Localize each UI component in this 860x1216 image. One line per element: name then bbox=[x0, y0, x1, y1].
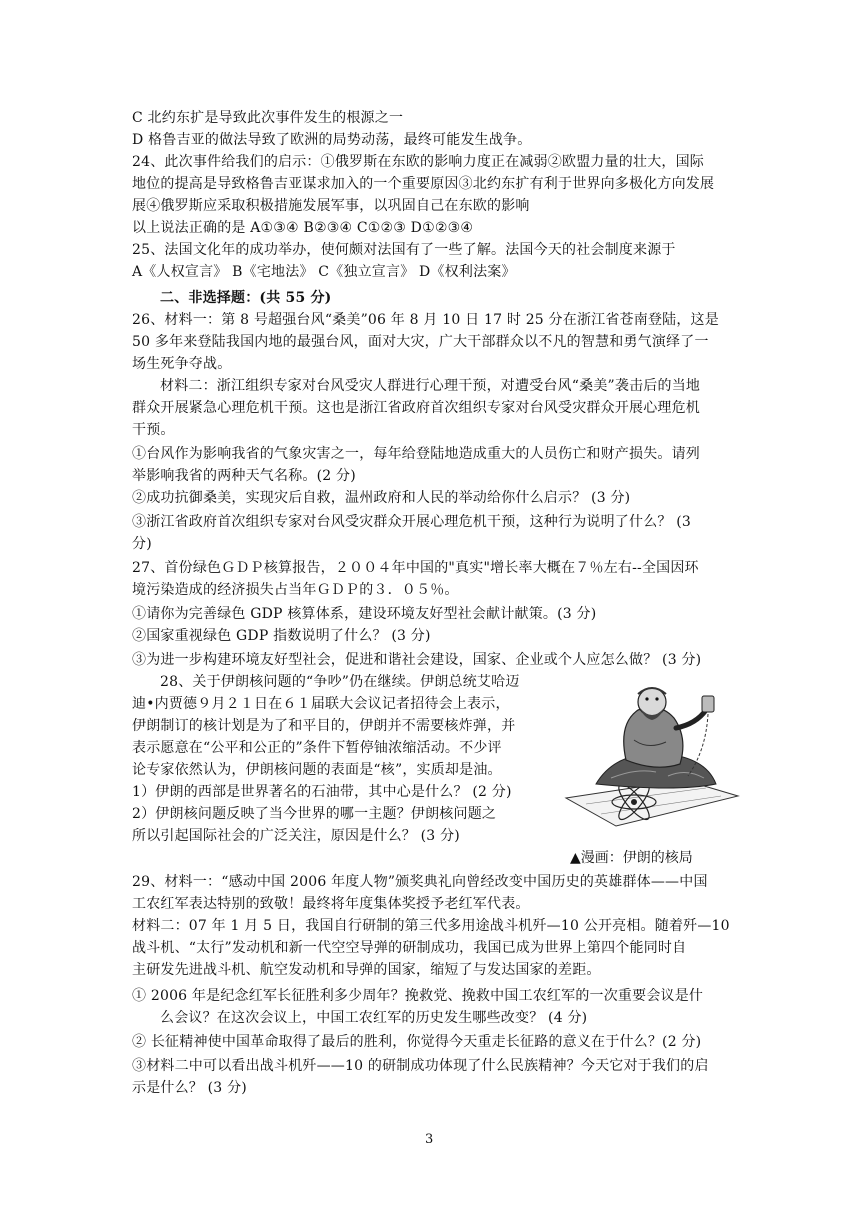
q26-material-2-cont: 群众开展紧急心理危机干预。这也是浙江省政府首次组织专家对台风受灾群众开展心理危机 bbox=[132, 400, 700, 416]
q26-material-2: 材料二：浙江组织专家对台风受灾人群进行心理干预，对遭受台风“桑美”袭击后的当地 bbox=[160, 378, 701, 394]
q27-stem-cont: 境污染造成的经济损失占当年ＧＤＰ的３．０５％。 bbox=[132, 582, 459, 598]
q29-question-2: ② 长征精神使中国革命取得了最后的胜利，你觉得今天重走长征路的意义在于什么？(2 分) bbox=[132, 1034, 702, 1050]
q29-question-1-cont: 么会议？在这次会议上，中国工农红军的历史发生哪些改变？ (4 分) bbox=[160, 1010, 588, 1026]
section-heading: 二、非选择题：(共 55 分) bbox=[160, 290, 332, 306]
q29-material-1-cont: 工农红军表达特别的致敬！最终将年度集体奖授予老红军代表。 bbox=[132, 896, 530, 912]
q26-material-1: 26、材料一：第 8 号超强台风“桑美”06 年 8 月 10 日 17 时 25 分在浙江省苍南登陆，这是 bbox=[132, 312, 719, 328]
q26-question-3: ③浙江省政府首次组织专家对台风受灾群众开展心理危机干预，这种行为说明了什么？ (3 bbox=[132, 514, 692, 530]
cartoon-caption: ▲漫画：伊朗的核局 bbox=[570, 850, 693, 866]
iran-nuclear-cartoon bbox=[556, 680, 742, 828]
q28-stem-cont: 表示愿意在“公平和公正的”条件下暂停铀浓缩活动。不少评 bbox=[132, 740, 502, 756]
q29-material-1: 29、材料一：“感动中国 2006 年度人物”颁奖典礼向曾经改变中国历史的英雄群体——中国 bbox=[132, 874, 708, 890]
q27-question-2: ②国家重视绿色 GDP 指数说明了什么？ (3 分) bbox=[132, 628, 431, 644]
q28-stem: 28、关于伊朗核问题的“争吵”仍在继续。伊朗总统艾哈迈 bbox=[160, 674, 520, 690]
q28-question-1: 1）伊朗的西部是世界著名的石油带，其中心是什么？ (2 分) bbox=[132, 784, 512, 800]
q29-question-3-cont: 示是什么？ (3 分) bbox=[132, 1080, 247, 1096]
q29-question-1: ① 2006 年是纪念红军长征胜利多少周年？挽救党、挽救中国工农红军的一次重要会议是什 bbox=[132, 988, 704, 1004]
q26-material-2-cont: 干预。 bbox=[132, 422, 175, 438]
q27-stem: 27、首份绿色ＧＤＰ核算报告，２００４年中国的"真实"增长率大概在７％左右--全国因环 bbox=[132, 560, 699, 576]
page-number: 3 bbox=[425, 1132, 434, 1147]
q26-material-1-cont: 场生死争夺战。 bbox=[132, 356, 232, 372]
q24-options: 以上说法正确的是 A①③④ B②③④ C①②③ D①②③④ bbox=[132, 220, 474, 236]
q28-question-2: 2）伊朗核问题反映了当今世界的哪一主题？伊朗核问题之 bbox=[132, 806, 497, 822]
q28-question-2-cont: 所以引起国际社会的广泛关注，原因是什么？ (3 分) bbox=[132, 828, 460, 844]
q28-stem-cont: 迪•内贾德９月２１日在６１届联大会议记者招待会上表示， bbox=[132, 696, 510, 712]
q29-question-3: ③材料二中可以看出战斗机歼——10 的研制成功体现了什么民族精神？今天它对于我们的启 bbox=[132, 1058, 709, 1074]
option-d-q23: D 格鲁吉亚的做法导致了欧洲的局势动荡，最终可能发生战争。 bbox=[132, 132, 532, 148]
q29-material-2: 材料二：07 年 1 月 5 日，我国自行研制的第三代多用途战斗机歼—10 公开亮相。随着歼—10 bbox=[132, 918, 730, 934]
q26-material-1-cont: 50 多年来登陆我国内地的最强台风，面对大灾，广大干部群众以不凡的智慧和勇气演绎了一 bbox=[132, 334, 709, 350]
q29-material-2-cont: 战斗机、“太行”发动机和新一代空空导弹的研制成功，我国已成为世界上第四个能同时自 bbox=[132, 940, 687, 956]
q24-stem-cont: 地位的提高是导致格鲁吉亚谋求加入的一个重要原因③北约东扩有利于世界向多极化方向发展 bbox=[132, 176, 715, 192]
q24-stem-cont: 展④俄罗斯应采取积极措施发展军事，以巩固自己在东欧的影响 bbox=[132, 198, 530, 214]
q26-question-1-cont: 举影响我省的两种天气名称。(2 分) bbox=[132, 468, 356, 484]
q26-question-3-cont: 分) bbox=[132, 536, 152, 552]
q29-material-2-cont: 主研发先进战斗机、航空发动机和导弹的国家，缩短了与发达国家的差距。 bbox=[132, 962, 601, 978]
q28-stem-cont: 论专家依然认为，伊朗核问题的表面是“核”，实质却是油。 bbox=[132, 762, 502, 778]
q27-question-1: ①请你为完善绿色 GDP 核算体系，建设环境友好型社会献计献策。(3 分) bbox=[132, 606, 597, 622]
q25-stem: 25、法国文化年的成功举办，使何颇对法国有了一些了解。法国今天的社会制度来源于 bbox=[132, 242, 676, 258]
q28-stem-cont: 伊朗制订的核计划是为了和平目的，伊朗并不需要核炸弹，并 bbox=[132, 718, 516, 734]
q26-question-2: ②成功抗御桑美，实现灾后自救，温州政府和人民的举动给你什么启示？ (3 分) bbox=[132, 490, 631, 506]
option-c-q23: C 北约东扩是导致此次事件发生的根源之一 bbox=[132, 110, 404, 126]
q25-options: A《人权宣言》 B《宅地法》 C《独立宣言》 D《权利法案》 bbox=[132, 264, 516, 280]
q24-stem: 24、此次事件给我们的启示：①俄罗斯在东欧的影响力度正在减弱②欧盟力量的壮大，国际 bbox=[132, 154, 705, 170]
q26-question-1: ①台风作为影响我省的气象灾害之一，每年给登陆地造成重大的人员伤亡和财产损失。请列 bbox=[132, 446, 700, 462]
q27-question-3: ③为进一步构建环境友好型社会，促进和谐社会建设，国家、企业或个人应怎么做？ (3 分) bbox=[132, 652, 702, 668]
